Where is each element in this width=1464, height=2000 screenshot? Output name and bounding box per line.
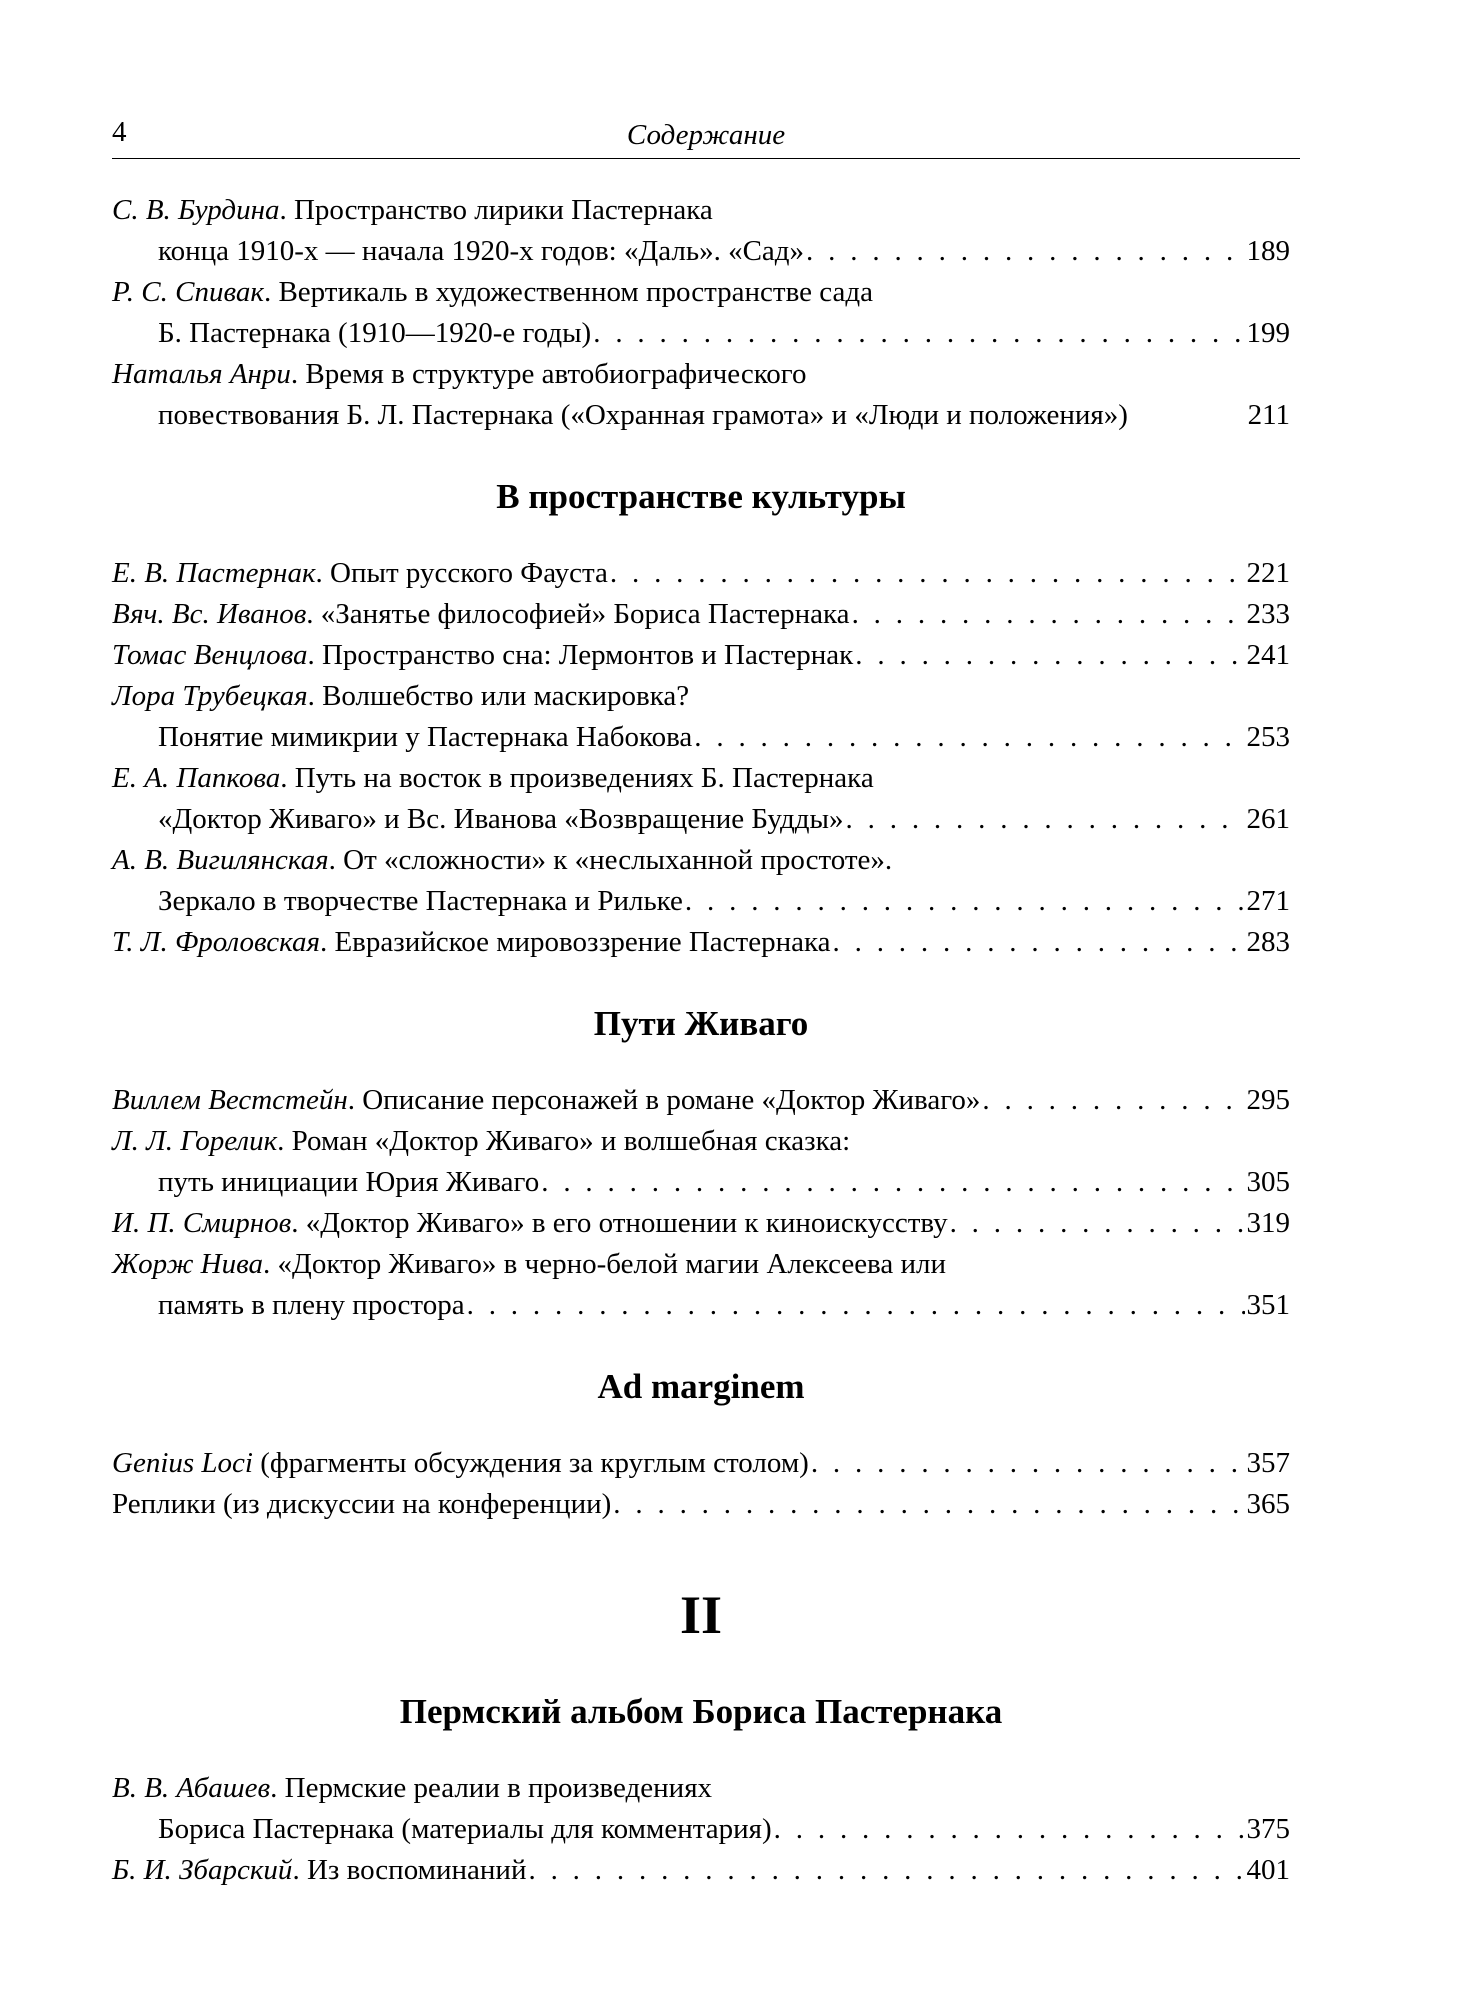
entry-author: Виллем Вестстейн	[112, 1084, 348, 1116]
entry-page: 241	[1246, 639, 1290, 671]
entry-page: 233	[1246, 598, 1290, 630]
toc-entry[interactable]	[112, 190, 1290, 272]
toc-entry[interactable]	[112, 1850, 1290, 1891]
entry-title: . Опыт русского Фауста	[315, 557, 608, 589]
entry-page: 351	[1246, 1289, 1290, 1321]
leader-dots	[541, 1162, 1244, 1203]
entry-page: 305	[1246, 1166, 1290, 1198]
leader-dots	[774, 1809, 1245, 1850]
entry-author: Наталья Анри	[112, 358, 291, 390]
entry-page: 271	[1246, 885, 1290, 917]
entry-author: С. В. Бурдина	[112, 194, 280, 226]
leader-dots	[811, 1443, 1245, 1484]
leader-dots	[855, 635, 1244, 676]
toc-entry[interactable]	[112, 1768, 1290, 1850]
toc-entry[interactable]	[112, 272, 1290, 354]
toc-entry[interactable]	[112, 635, 1290, 676]
entry-title: . Пространство лирики Пастернака	[279, 194, 713, 226]
entry-title-cont: Зеркало в творчестве Пастернака и Рильке	[158, 885, 683, 917]
toc-entry[interactable]	[112, 1203, 1290, 1244]
leader-dots	[846, 799, 1245, 840]
leader-dots	[467, 1285, 1245, 1326]
page-header	[112, 108, 1300, 159]
entry-author: Вяч. Вс. Иванов	[112, 598, 307, 630]
entry-title-cont: Б. Пастернака (1910—1920-е годы)	[158, 317, 592, 349]
entry-author: Лора Трубецкая	[112, 680, 308, 712]
toc-entry[interactable]	[112, 1244, 1290, 1326]
entry-title: . Описание персонажей в романе «Доктор Живаго»	[347, 1084, 981, 1116]
entry-title: . «Занятье философией» Бориса Пастернака	[306, 598, 850, 630]
entry-author: В. В. Абашев	[112, 1772, 271, 1804]
entry-page: 401	[1246, 1854, 1290, 1886]
entry-title: . От «сложности» к «неслыханной простоте».	[328, 844, 893, 876]
entry-page: 365	[1246, 1488, 1290, 1520]
entry-author: Л. Л. Горелик	[112, 1125, 278, 1157]
leader-dots	[694, 717, 1244, 758]
entry-title: . Путь на восток в произведениях Б. Пастернака	[280, 762, 874, 794]
toc-entry[interactable]	[112, 676, 1290, 758]
table-of-contents	[112, 190, 1290, 1891]
entry-title: . «Доктор Живаго» в черно-белой магии Алексеева или	[263, 1248, 947, 1280]
entry-title: . Время в структуре автобиографического	[290, 358, 807, 390]
entry-page: 319	[1246, 1207, 1290, 1239]
entry-author: Е. А. Папкова	[112, 762, 281, 794]
entry-page: 375	[1246, 1813, 1290, 1845]
entry-page: 253	[1246, 721, 1290, 753]
entry-author: Р. С. Спивак	[112, 276, 264, 308]
entry-author: И. П. Смирнов	[112, 1207, 292, 1239]
leader-dots	[685, 881, 1245, 922]
section-title: Пути Живаго	[593, 1004, 809, 1043]
entry-page: 357	[1246, 1447, 1290, 1479]
leader-dots	[852, 594, 1245, 635]
toc-entry[interactable]	[112, 1080, 1290, 1121]
part-title: II	[679, 1585, 723, 1645]
section-title: В пространстве культуры	[496, 477, 906, 516]
entry-title: (фрагменты обсуждения за круглым столом)	[252, 1447, 809, 1479]
leader-dots	[806, 231, 1244, 272]
entry-title: . Евразийское мировоззрение Пастернака	[319, 926, 831, 958]
toc-entry[interactable]	[112, 1443, 1290, 1484]
entry-title: . «Доктор Живаго» в его отношении к киноискусству	[291, 1207, 948, 1239]
entry-author: Е. В. Пастернак	[112, 557, 316, 589]
leader-dots	[593, 313, 1244, 354]
entry-author: Жорж Нива	[112, 1248, 264, 1280]
leader-dots	[833, 922, 1245, 963]
entry-title: . Пространство сна: Лермонтов и Пастернак	[307, 639, 854, 671]
toc-entry[interactable]	[112, 922, 1290, 963]
entry-page: 189	[1246, 235, 1290, 267]
entry-page: 261	[1246, 803, 1290, 835]
toc-entry[interactable]	[112, 1484, 1290, 1525]
section-title: Пермский альбом Бориса Пастернака	[399, 1692, 1003, 1731]
entry-title: . Пермские реалии в произведениях	[270, 1772, 713, 1804]
entry-author: Т. Л. Фроловская	[112, 926, 320, 958]
entry-title-cont: путь инициации Юрия Живаго	[158, 1166, 540, 1198]
toc-entry[interactable]	[112, 594, 1290, 635]
entry-title: . Волшебство или маскировка?	[307, 680, 690, 712]
entry-title-cont: «Доктор Живаго» и Вс. Иванова «Возвращение Будды»	[158, 803, 844, 835]
entry-author: Genius Loci	[112, 1447, 253, 1479]
entry-page: 295	[1246, 1084, 1290, 1116]
entry-page: 211	[1247, 399, 1290, 431]
entry-title: . Вертикаль в художественном пространстве сада	[263, 276, 873, 308]
entry-page: 199	[1246, 317, 1290, 349]
entry-author: А. В. Вигилянская	[112, 844, 329, 876]
toc-entry[interactable]	[112, 354, 1290, 436]
entry-title: Реплики (из дискуссии на конференции)	[112, 1488, 612, 1520]
leader-dots	[982, 1080, 1244, 1121]
entry-title: . Из воспоминаний	[292, 1854, 527, 1886]
leader-dots	[950, 1203, 1245, 1244]
running-title: Содержание	[626, 119, 786, 151]
entry-title-cont: конца 1910-х — начала 1920-х годов: «Даль». «Сад»	[158, 235, 805, 267]
entry-title-cont: Понятие мимикрии у Пастернака Набокова	[158, 721, 693, 753]
entry-page: 283	[1246, 926, 1290, 958]
entry-title-cont: Бориса Пастернака (материалы для комментария)	[158, 1813, 772, 1845]
toc-entry[interactable]	[112, 1121, 1290, 1203]
entry-title-cont: повествования Б. Л. Пастернака («Охранная грамота» и «Люди и положения»)	[158, 399, 1128, 431]
section-title: Ad marginem	[597, 1367, 805, 1406]
entry-author: Томас Венцлова	[112, 639, 308, 671]
leader-dots	[528, 1850, 1244, 1891]
toc-entry[interactable]	[112, 553, 1290, 594]
page-number: 4	[112, 116, 127, 148]
entry-page: 221	[1246, 557, 1290, 589]
entry-title-cont: память в плену простора	[158, 1289, 465, 1321]
entry-title: . Роман «Доктор Живаго» и волшебная сказка:	[277, 1125, 851, 1157]
toc-entry[interactable]	[112, 758, 1290, 840]
leader-dots	[610, 553, 1245, 594]
leader-dots	[613, 1484, 1244, 1525]
toc-entry[interactable]	[112, 840, 1290, 922]
entry-author: Б. И. Збарский	[112, 1854, 293, 1886]
